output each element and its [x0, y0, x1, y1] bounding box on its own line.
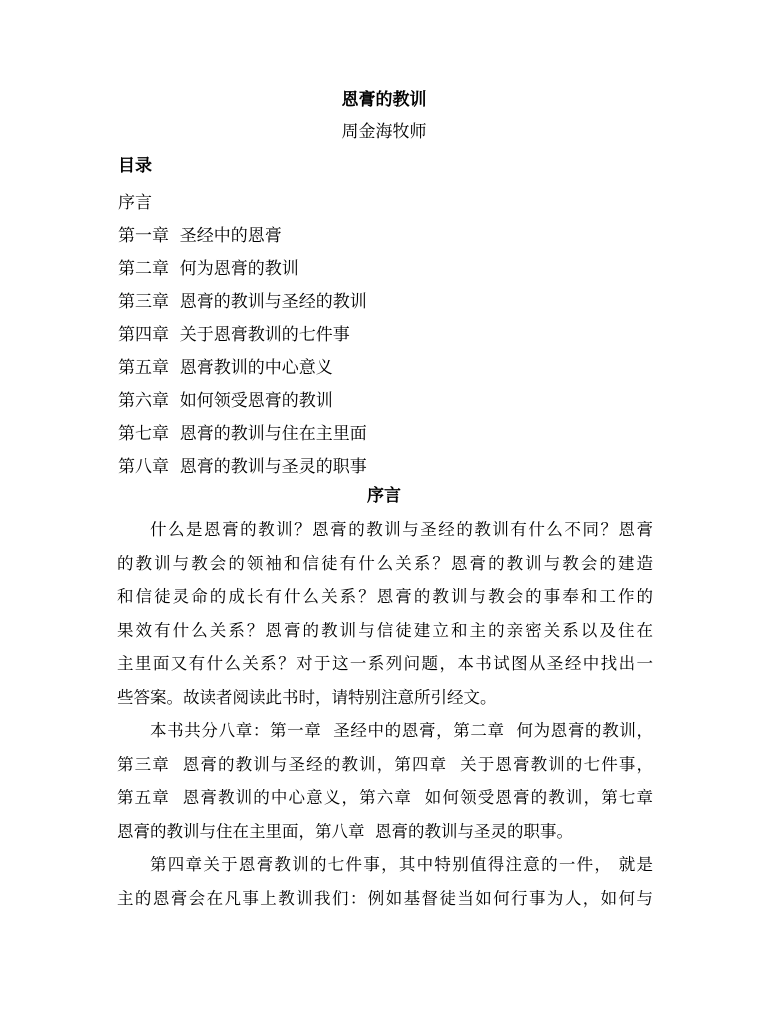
toc-item-chapter-8: 第八章 恩膏的教训与圣灵的职事	[118, 457, 367, 477]
toc-item-chapter-2: 第二章 何为恩膏的教训	[118, 259, 299, 279]
preface-line: 本书共分八章：第一章 圣经中的恩膏，第二章 何为恩膏的教训，	[150, 721, 653, 740]
preface-line: 第五章 恩膏教训的中心意义，第六章 如何领受恩膏的教训，第七章	[117, 788, 653, 807]
document-author: 周金海牧师	[341, 122, 427, 142]
toc-item-preface: 序言	[118, 193, 152, 213]
preface-line: 什么是恩膏的教训？恩膏的教训与圣经的教训有什么不同？恩膏	[150, 520, 653, 539]
preface-heading: 序言	[367, 486, 401, 506]
preface-body	[117, 513, 653, 915]
toc-item-chapter-6: 第六章 如何领受恩膏的教训	[118, 391, 333, 411]
preface-line: 第三章 恩膏的教训与圣经的教训，第四章 关于恩膏教训的七件事，	[117, 754, 653, 774]
toc-item-chapter-4: 第四章 关于恩膏教训的七件事	[118, 325, 350, 345]
toc-heading: 目录	[118, 156, 152, 176]
preface-line: 第四章关于恩膏教训的七件事，其中特别值得注意的一件， 就是	[150, 855, 653, 874]
preface-line: 的教训与教会的领袖和信徒有什么关系？恩膏的教训与教会的建造	[117, 553, 653, 573]
preface-line: 和信徒灵命的成长有什么关系？恩膏的教训与教会的事奉和工作的	[117, 587, 653, 606]
toc-item-chapter-7: 第七章 恩膏的教训与住在主里面	[118, 424, 367, 444]
preface-line: 些答案。故读者阅读此书时，请特别注意所引经文。	[117, 687, 497, 707]
document-title: 恩膏的教训	[341, 90, 427, 110]
preface-line: 果效有什么关系？恩膏的教训与信徒建立和主的亲密关系以及住在	[117, 620, 653, 640]
toc-item-chapter-3: 第三章 恩膏的教训与圣经的教训	[118, 292, 367, 312]
toc-item-chapter-5: 第五章 恩膏教训的中心意义	[118, 358, 333, 378]
preface-line: 主的恩膏会在凡事上教训我们：例如基督徒当如何行事为人，如何与	[117, 888, 653, 908]
preface-line: 主里面又有什么关系？对于这一系列问题，本书试图从圣经中找出一	[117, 654, 653, 673]
toc-item-chapter-1: 第一章 圣经中的恩膏	[118, 226, 282, 246]
preface-line: 恩膏的教训与住在主里面，第八章 恩膏的教训与圣灵的职事。	[117, 821, 573, 841]
table-of-contents	[118, 187, 367, 484]
